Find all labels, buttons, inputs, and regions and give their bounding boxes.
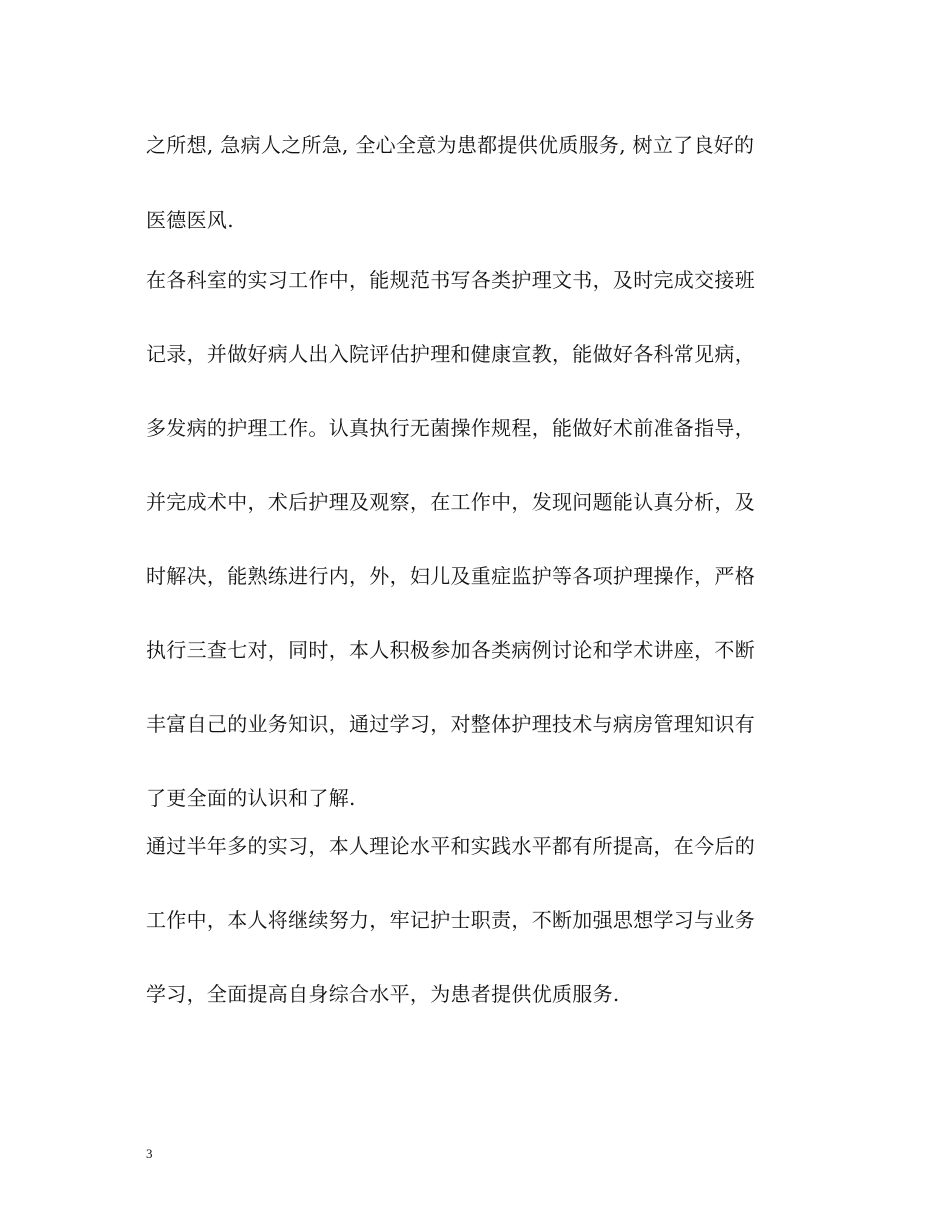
text-line-4: 记录，并做好病人出入院评估护理和健康宣教，能做好各科常见病， bbox=[146, 342, 755, 366]
text-line-9: 丰富自己的业务知识，通过学习，对整体护理技术与病房管理知识有 bbox=[146, 712, 755, 736]
text-line-6: 并完成术中，术后护理及观察，在工作中，发现问题能认真分析，及 bbox=[146, 490, 755, 514]
text-line-2: 医德医风. bbox=[146, 208, 234, 232]
text-line-13: 学习，全面提高自身综合水平，为患者提供优质服务. bbox=[146, 982, 620, 1006]
text-line-10: 了更全面的认识和了解. bbox=[146, 786, 356, 810]
text-line-11: 通过半年多的实习，本人理论水平和实践水平都有所提高，在今后的 bbox=[146, 834, 755, 858]
text-line-5: 多发病的护理工作。认真执行无菌操作规程，能做好术前准备指导， bbox=[146, 416, 755, 440]
text-line-12: 工作中，本人将继续努力，牢记护士职责，不断加强思想学习与业务 bbox=[146, 908, 755, 932]
text-line-3: 在各科室的实习工作中，能规范书写各类护理文书，及时完成交接班 bbox=[146, 268, 755, 292]
text-line-1: 之所想, 急病人之所急, 全心全意为患都提供优质服务, 树立了良好的 bbox=[146, 133, 755, 157]
page-number: 3 bbox=[146, 1146, 153, 1161]
text-line-7: 时解决，能熟练进行内，外，妇儿及重症监护等各项护理操作，严格 bbox=[146, 564, 755, 588]
text-line-8: 执行三查七对，同时，本人积极参加各类病例讨论和学术讲座，不断 bbox=[146, 638, 755, 662]
